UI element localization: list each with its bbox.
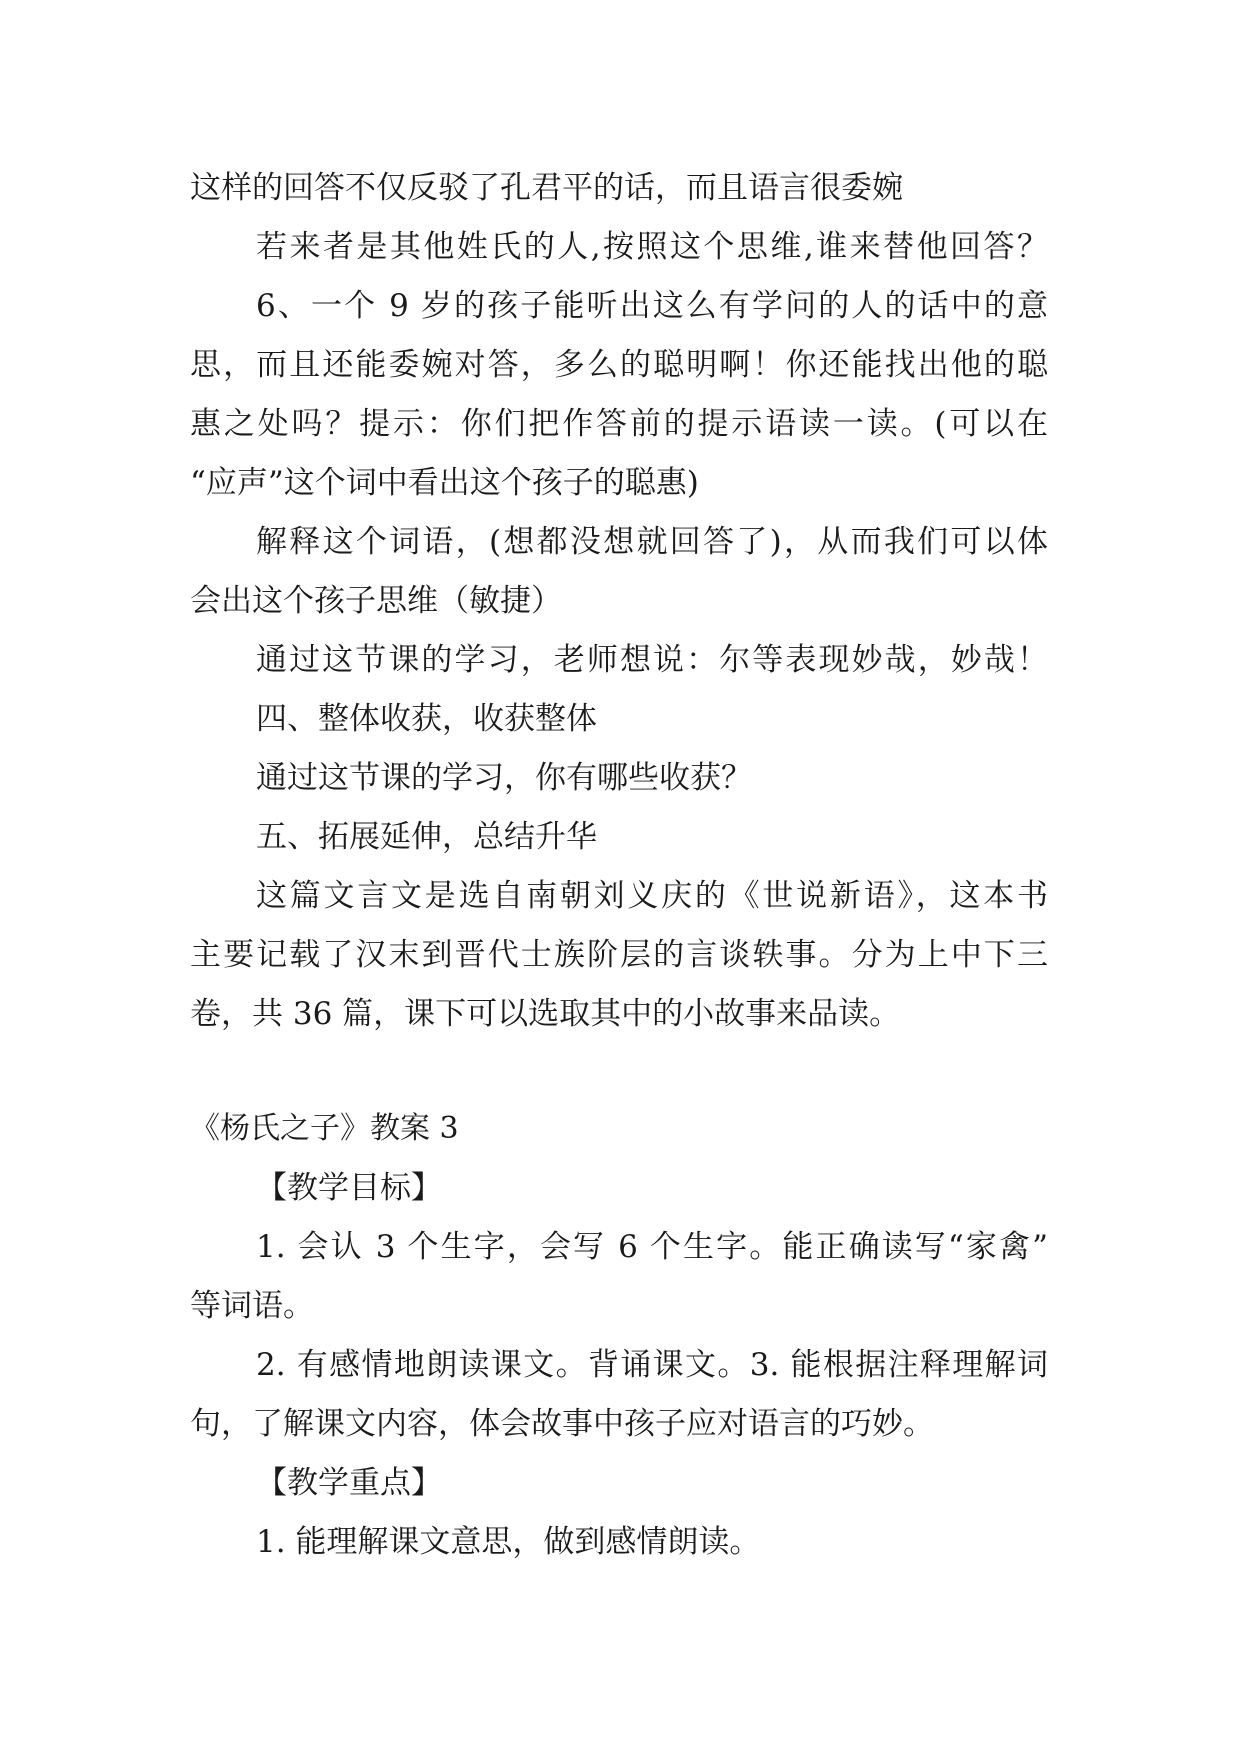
goal-line-2: 等词语。 <box>190 1288 314 1324</box>
section-heading-4: 四、整体收获，收获整体 <box>256 701 597 737</box>
teaching-focus-heading: 【教学重点】 <box>256 1465 442 1501</box>
goal-line-4: 句，了解课文内容，体会故事中孩子应对语言的巧妙。 <box>190 1406 934 1442</box>
text-line-7: 解释这个词语，(想都没想就回答了)，从而我们可以体 <box>256 524 1048 560</box>
text-line-4: 思，而且还能委婉对答，多么的聪明啊！你还能找出他的聪 <box>190 347 1048 383</box>
section-heading-5: 五、拓展延伸，总结升华 <box>256 819 597 855</box>
goal-line-3: 2. 有感情地朗读课文。背诵课文。3. 能根据注释理解词 <box>256 1347 1048 1383</box>
goal-line-1: 1. 会认 3 个生字，会写 6 个生字。能正确读写“家禽” <box>256 1229 1048 1265</box>
text-line-1: 这样的回答不仅反驳了孔君平的话，而且语言很委婉 <box>190 170 903 206</box>
text-line-15: 卷，共 36 篇，课下可以选取其中的小故事来品读。 <box>190 996 901 1032</box>
text-line-13: 这篇文言文是选自南朝刘义庆的《世说新语》，这本书 <box>256 878 1048 914</box>
text-line-11: 通过这节课的学习，你有哪些收获？ <box>256 760 752 796</box>
text-line-9: 通过这节课的学习，老师想说：尔等表现妙哉，妙哉！ <box>256 642 1048 678</box>
text-line-2: 若来者是其他姓氏的人,按照这个思维,谁来替他回答？ <box>256 229 1048 265</box>
focus-line-1: 1. 能理解课文意思，做到感情朗读。 <box>256 1524 761 1560</box>
text-line-8: 会出这个孩子思维（敏捷） <box>190 583 562 619</box>
text-line-3: 6、一个 9 岁的孩子能听出这么有学问的人的话中的意 <box>256 288 1048 324</box>
teaching-goals-heading: 【教学目标】 <box>256 1170 442 1206</box>
text-line-14: 主要记载了汉末到晋代士族阶层的言谈轶事。分为上中下三 <box>190 937 1048 973</box>
lesson-plan-title: 《杨氏之子》教案 3 <box>190 1111 459 1146</box>
text-line-6: “应声”这个词中看出这个孩子的聪惠) <box>190 465 699 501</box>
text-line-5: 惠之处吗？提示：你们把作答前的提示语读一读。(可以在 <box>190 406 1048 442</box>
